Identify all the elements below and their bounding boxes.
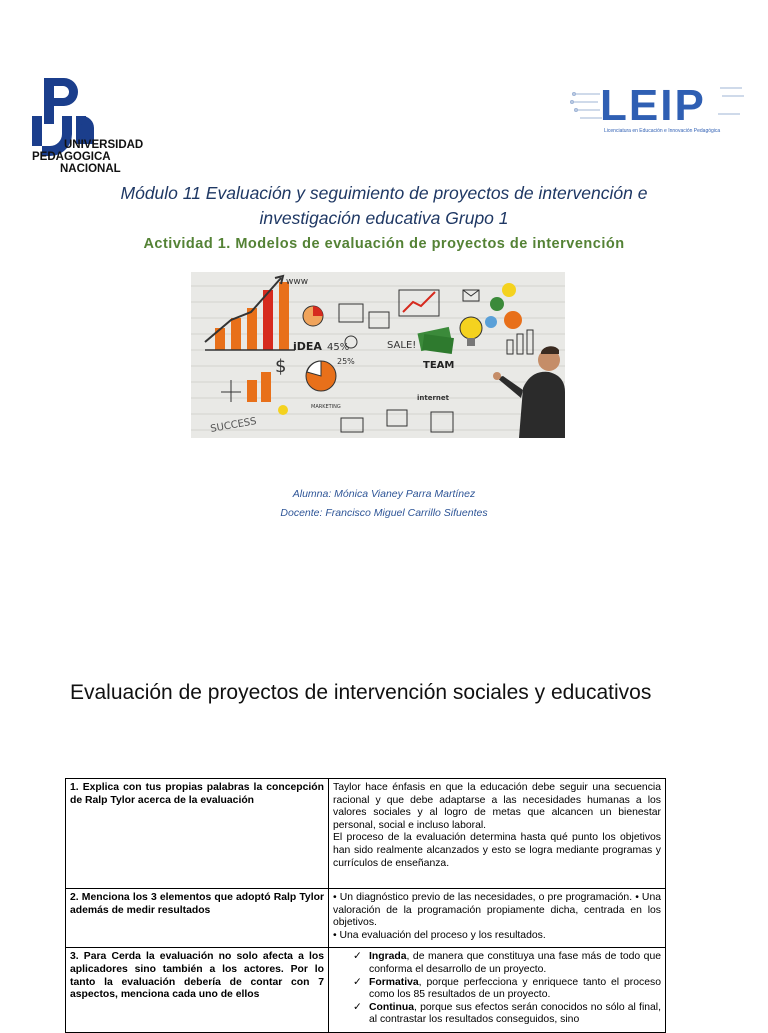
answer-cell bbox=[329, 889, 666, 948]
answer-cell bbox=[329, 779, 666, 889]
svg-text:MARKETING: MARKETING bbox=[311, 404, 341, 410]
student-name: Alumna: Mónica Vianey Parra Martínez bbox=[292, 488, 476, 500]
teacher-name: Docente: Francisco Miguel Carrillo Sifuentes bbox=[280, 507, 488, 519]
business-doodle-image bbox=[191, 272, 565, 438]
svg-text:TEAM: TEAM bbox=[423, 360, 455, 371]
upn-line-3: NACIONAL bbox=[60, 163, 121, 175]
question-cell: 2. Menciona los 3 elementos que adoptó Ralp Tylor además de medir resultados bbox=[66, 889, 329, 948]
svg-text:45%: 45% bbox=[327, 342, 350, 353]
svg-text:SALE!: SALE! bbox=[387, 340, 417, 351]
section-heading: Evaluación de proyectos de intervención sociales y educativos bbox=[70, 681, 652, 704]
activity-subtitle: Actividad 1. Modelos de evaluación de proyectos de intervención bbox=[143, 236, 625, 252]
module-title-line-1: Módulo 11 Evaluación y seguimiento de proyectos de intervención e bbox=[120, 183, 648, 203]
checkmark-icon: ✓ bbox=[353, 951, 362, 963]
hero-illustration bbox=[191, 272, 565, 438]
aspect-text: , de manera que constituya una fase más de todo que conforma el desarrollo de un proyecto. bbox=[369, 951, 661, 975]
aspect-term: Ingrada bbox=[369, 951, 407, 963]
svg-text:www: www bbox=[286, 277, 309, 287]
svg-text:25%: 25% bbox=[337, 357, 355, 366]
answer-paragraph: Taylor hace énfasis en que la educación debe seguir una secuencia racional y que debe adaptarse a las necesidades humanas a los valores sociales y al logro de metas que alcancen un bienestar personal, social e incluso laboral. bbox=[333, 782, 661, 831]
svg-text:SUCCESS: SUCCESS bbox=[209, 416, 258, 435]
table-row bbox=[66, 948, 666, 1033]
question-cell: 3. Para Cerda la evaluación no solo afecta a los aplicadores sino también a los actores. Por lo tanto la evaluación debería de contar con 7 aspectos, menciona cada uno de ellos bbox=[66, 948, 329, 1033]
svg-text:internet: internet bbox=[417, 394, 450, 402]
upn-line-1: UNIVERSIDAD bbox=[64, 139, 144, 151]
module-title-line-2: investigación educativa Grupo 1 bbox=[259, 208, 509, 228]
question-cell: 1. Explica con tus propias palabras la concepción de Ralp Tylor acerca de la evaluación bbox=[66, 779, 329, 889]
aspect-list bbox=[333, 951, 661, 1027]
leip-logo bbox=[570, 74, 745, 138]
answer-cell bbox=[329, 948, 666, 1033]
answer-paragraph: • Un diagnóstico previo de las necesidades, o pre programación. • Una valoración de la programación propiamente dicha, centrada en los objetivos. bbox=[333, 892, 661, 929]
answer-paragraph: El proceso de la evaluación determina hasta qué punto los objetivos han sido realmente alcanzados y esto se logra mediante programas y currículos de enseñanza. bbox=[333, 832, 661, 869]
table-row bbox=[66, 889, 666, 948]
aspect-term: Continua bbox=[369, 1001, 415, 1013]
checkmark-icon: ✓ bbox=[353, 1001, 362, 1013]
aspect-text: , porque sus efectos serán conocidos no sólo al final, al contrastar los resultados conseguidos, sino bbox=[369, 1001, 661, 1026]
aspect-term: Formativa bbox=[369, 976, 419, 988]
checkmark-icon: ✓ bbox=[353, 976, 362, 988]
answer-paragraph: • Una evaluación del proceso y los resultados. bbox=[333, 929, 546, 941]
svg-text:$: $ bbox=[275, 356, 287, 377]
list-item bbox=[353, 1002, 661, 1027]
svg-text:Licenciatura en Educación e In: Licenciatura en Educación e Innovación Pedagógica bbox=[604, 128, 721, 134]
svg-text:LEIP: LEIP bbox=[600, 81, 706, 130]
questions-table bbox=[65, 778, 666, 1033]
leip-circuit-icon bbox=[570, 74, 745, 138]
list-item bbox=[353, 977, 661, 1002]
upn-logo bbox=[30, 76, 160, 176]
aspect-text: , porque perfecciona y enriquece tanto el proceso como los 85 resultados de un proyecto. bbox=[369, 976, 661, 1001]
upn-line-2: PEDAGOGICA bbox=[32, 151, 111, 163]
svg-text:iDEA: iDEA bbox=[293, 340, 322, 353]
table-row bbox=[66, 779, 666, 889]
list-item bbox=[353, 951, 661, 976]
